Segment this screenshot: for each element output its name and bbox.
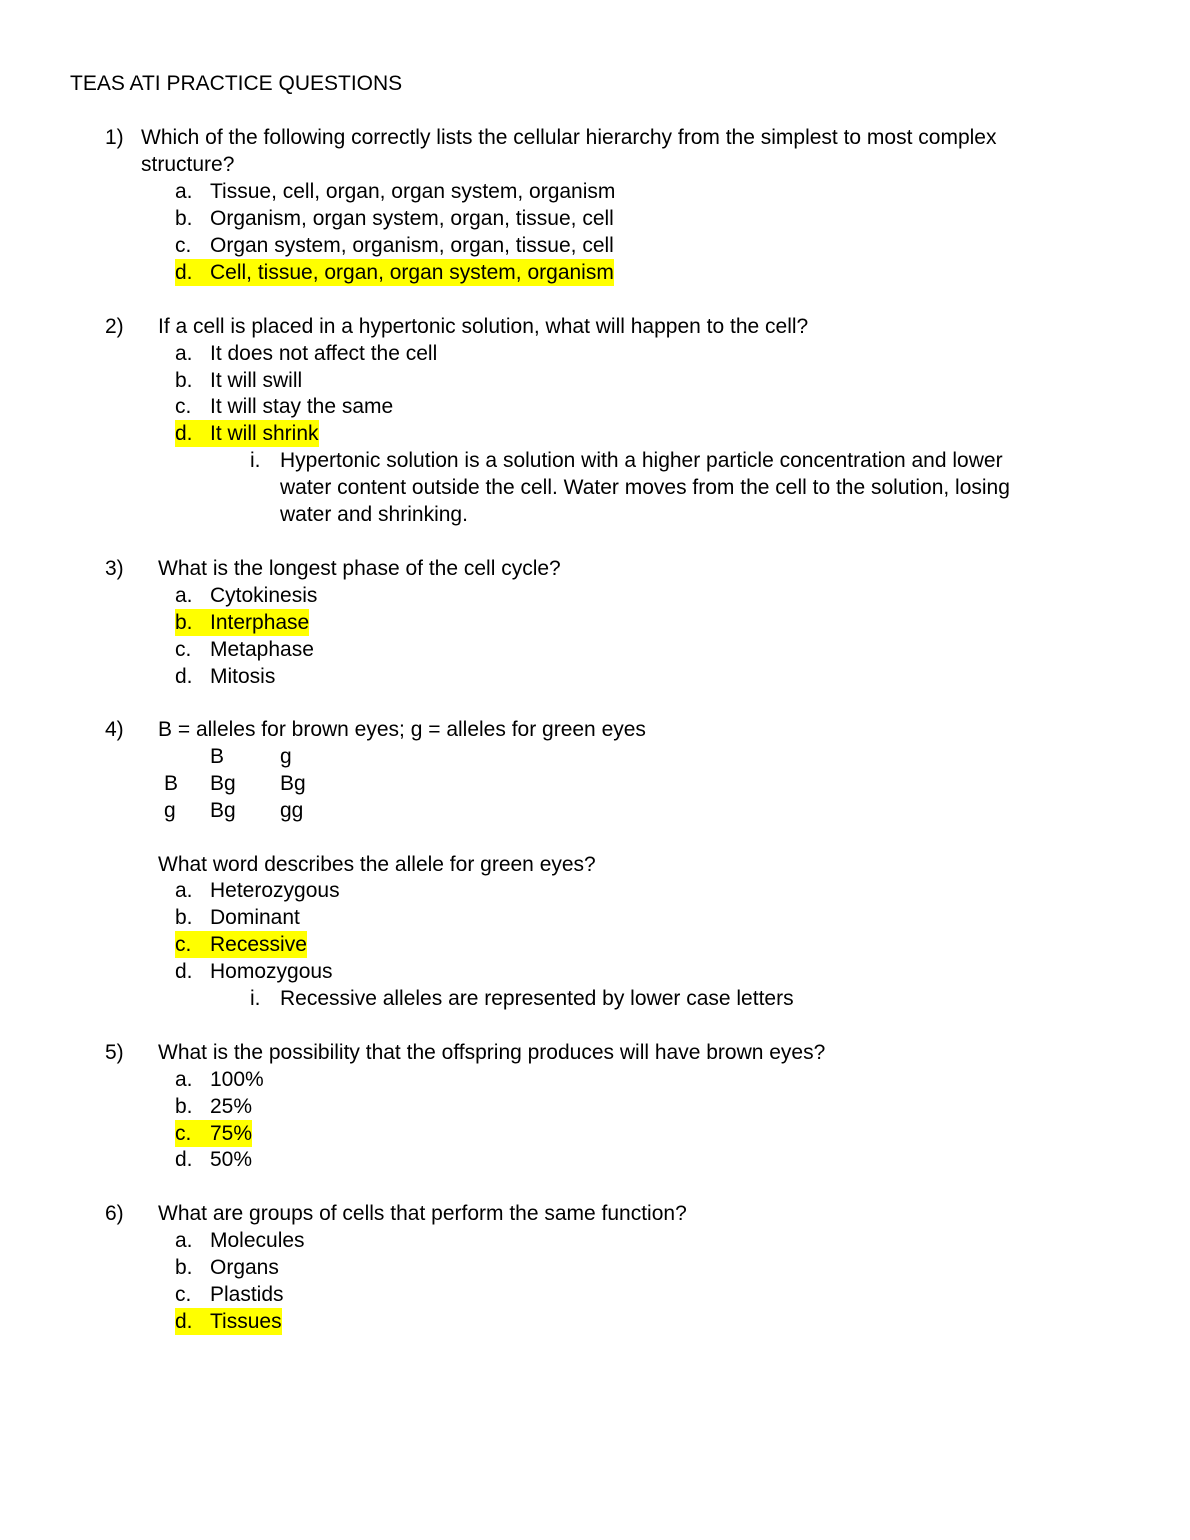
- punnett-row-header: B: [164, 772, 179, 795]
- option-b: [175, 904, 300, 931]
- option-d: [175, 663, 275, 690]
- question-number: 2): [105, 315, 124, 338]
- option-letter: b.: [175, 1095, 193, 1118]
- option-a: [175, 877, 340, 904]
- option-letter: c.: [175, 638, 192, 661]
- punnett-cell: Bg: [210, 772, 236, 795]
- option-a: [175, 340, 437, 367]
- punnett-cell: Bg: [280, 772, 306, 795]
- option-b-correct-answer: [175, 609, 309, 636]
- option-letter: a.: [175, 1229, 193, 1252]
- question-text: What is the possibility that the offspring produces will have brown eyes?: [158, 1041, 826, 1064]
- note-marker: i.: [250, 449, 261, 472]
- option-text: It does not affect the cell: [210, 342, 438, 365]
- option-letter: c.: [175, 1122, 192, 1145]
- option-text: Metaphase: [210, 638, 314, 661]
- option-text: 75%: [210, 1122, 253, 1145]
- punnett-col-header: g: [280, 745, 292, 768]
- question-text: What are groups of cells that perform the same function?: [158, 1202, 687, 1225]
- question-number: 1): [105, 126, 124, 149]
- option-c: [175, 232, 614, 259]
- option-d: [175, 958, 333, 985]
- option-text: Organism, organ system, organ, tissue, cell: [210, 207, 614, 230]
- option-text: Organ system, organism, organ, tissue, cell: [210, 234, 614, 257]
- option-b: [175, 1254, 279, 1281]
- punnett-row-header: g: [164, 799, 176, 822]
- question-prompt: What word describes the allele for green eyes?: [158, 853, 596, 876]
- explanation-note: [250, 447, 1003, 474]
- option-c-correct-answer: [175, 931, 307, 958]
- option-text: Dominant: [210, 906, 300, 929]
- option-letter: d.: [175, 1310, 193, 1333]
- option-text: Organs: [210, 1256, 279, 1279]
- option-letter: b.: [175, 369, 193, 392]
- note-text: Hypertonic solution is a solution with a higher particle concentration and lower: [280, 449, 1003, 472]
- option-letter: d.: [175, 261, 193, 284]
- option-d-correct-answer: [175, 1308, 282, 1335]
- option-b: [175, 367, 302, 394]
- option-text: Homozygous: [210, 960, 333, 983]
- option-letter: a.: [175, 879, 193, 902]
- option-text: 25%: [210, 1095, 253, 1118]
- note-marker: i.: [250, 987, 261, 1010]
- option-letter: d.: [175, 960, 193, 983]
- option-letter: a.: [175, 1068, 193, 1091]
- option-b: [175, 1093, 252, 1120]
- question-text: Which of the following correctly lists the cellular hierarchy from the simplest to most complex: [141, 126, 997, 149]
- option-c: [175, 636, 314, 663]
- explanation-note-continued: water content outside the cell. Water moves from the cell to the solution, losing: [280, 476, 1010, 499]
- option-text: Cell, tissue, organ, organ system, organism: [210, 261, 614, 284]
- option-letter: d.: [175, 1148, 193, 1171]
- option-letter: b.: [175, 207, 193, 230]
- note-text: Recessive alleles are represented by lower case letters: [280, 987, 794, 1010]
- option-letter: d.: [175, 665, 193, 688]
- option-letter: c.: [175, 395, 192, 418]
- option-c: [175, 1281, 284, 1308]
- option-text: It will swill: [210, 369, 303, 392]
- option-text: Molecules: [210, 1229, 305, 1252]
- option-d-correct-answer: [175, 259, 614, 286]
- option-letter: b.: [175, 1256, 193, 1279]
- option-text: Tissue, cell, organ, organ system, organism: [210, 180, 616, 203]
- option-text: It will shrink: [210, 422, 319, 445]
- option-text: Interphase: [210, 611, 310, 634]
- question-text: What is the longest phase of the cell cycle?: [158, 557, 561, 580]
- punnett-col-header: B: [210, 745, 225, 768]
- option-letter: d.: [175, 422, 193, 445]
- option-c: [175, 393, 393, 420]
- option-b: [175, 205, 614, 232]
- option-letter: a.: [175, 584, 193, 607]
- option-letter: a.: [175, 342, 193, 365]
- option-text: Heterozygous: [210, 879, 340, 902]
- option-a: [175, 178, 615, 205]
- option-letter: c.: [175, 1283, 192, 1306]
- option-text: Tissues: [210, 1310, 282, 1333]
- option-letter: c.: [175, 234, 192, 257]
- option-text: Mitosis: [210, 665, 276, 688]
- option-text: Recessive: [210, 933, 307, 956]
- option-a: [175, 582, 317, 609]
- option-a: [175, 1227, 305, 1254]
- question-number: 6): [105, 1202, 124, 1225]
- option-d-correct-answer: [175, 420, 319, 447]
- question-text-continued: structure?: [141, 153, 235, 176]
- option-letter: b.: [175, 611, 193, 634]
- question-number: 5): [105, 1041, 124, 1064]
- question-number: 3): [105, 557, 124, 580]
- explanation-note-continued: water and shrinking.: [280, 503, 468, 526]
- option-letter: c.: [175, 933, 192, 956]
- question-text: If a cell is placed in a hypertonic solution, what will happen to the cell?: [158, 315, 809, 338]
- punnett-cell: Bg: [210, 799, 236, 822]
- option-letter: a.: [175, 180, 193, 203]
- option-text: 100%: [210, 1068, 264, 1091]
- page-title: TEAS ATI PRACTICE QUESTIONS: [70, 72, 403, 95]
- option-text: It will stay the same: [210, 395, 394, 418]
- option-letter: b.: [175, 906, 193, 929]
- option-text: Cytokinesis: [210, 584, 318, 607]
- punnett-cell: gg: [280, 799, 304, 822]
- option-a: [175, 1066, 264, 1093]
- explanation-note: [250, 985, 794, 1012]
- question-text: B = alleles for brown eyes; g = alleles for green eyes: [158, 718, 646, 741]
- option-d: [175, 1146, 252, 1173]
- question-number: 4): [105, 718, 124, 741]
- option-text: 50%: [210, 1148, 253, 1171]
- option-c-correct-answer: [175, 1120, 252, 1147]
- option-text: Plastids: [210, 1283, 284, 1306]
